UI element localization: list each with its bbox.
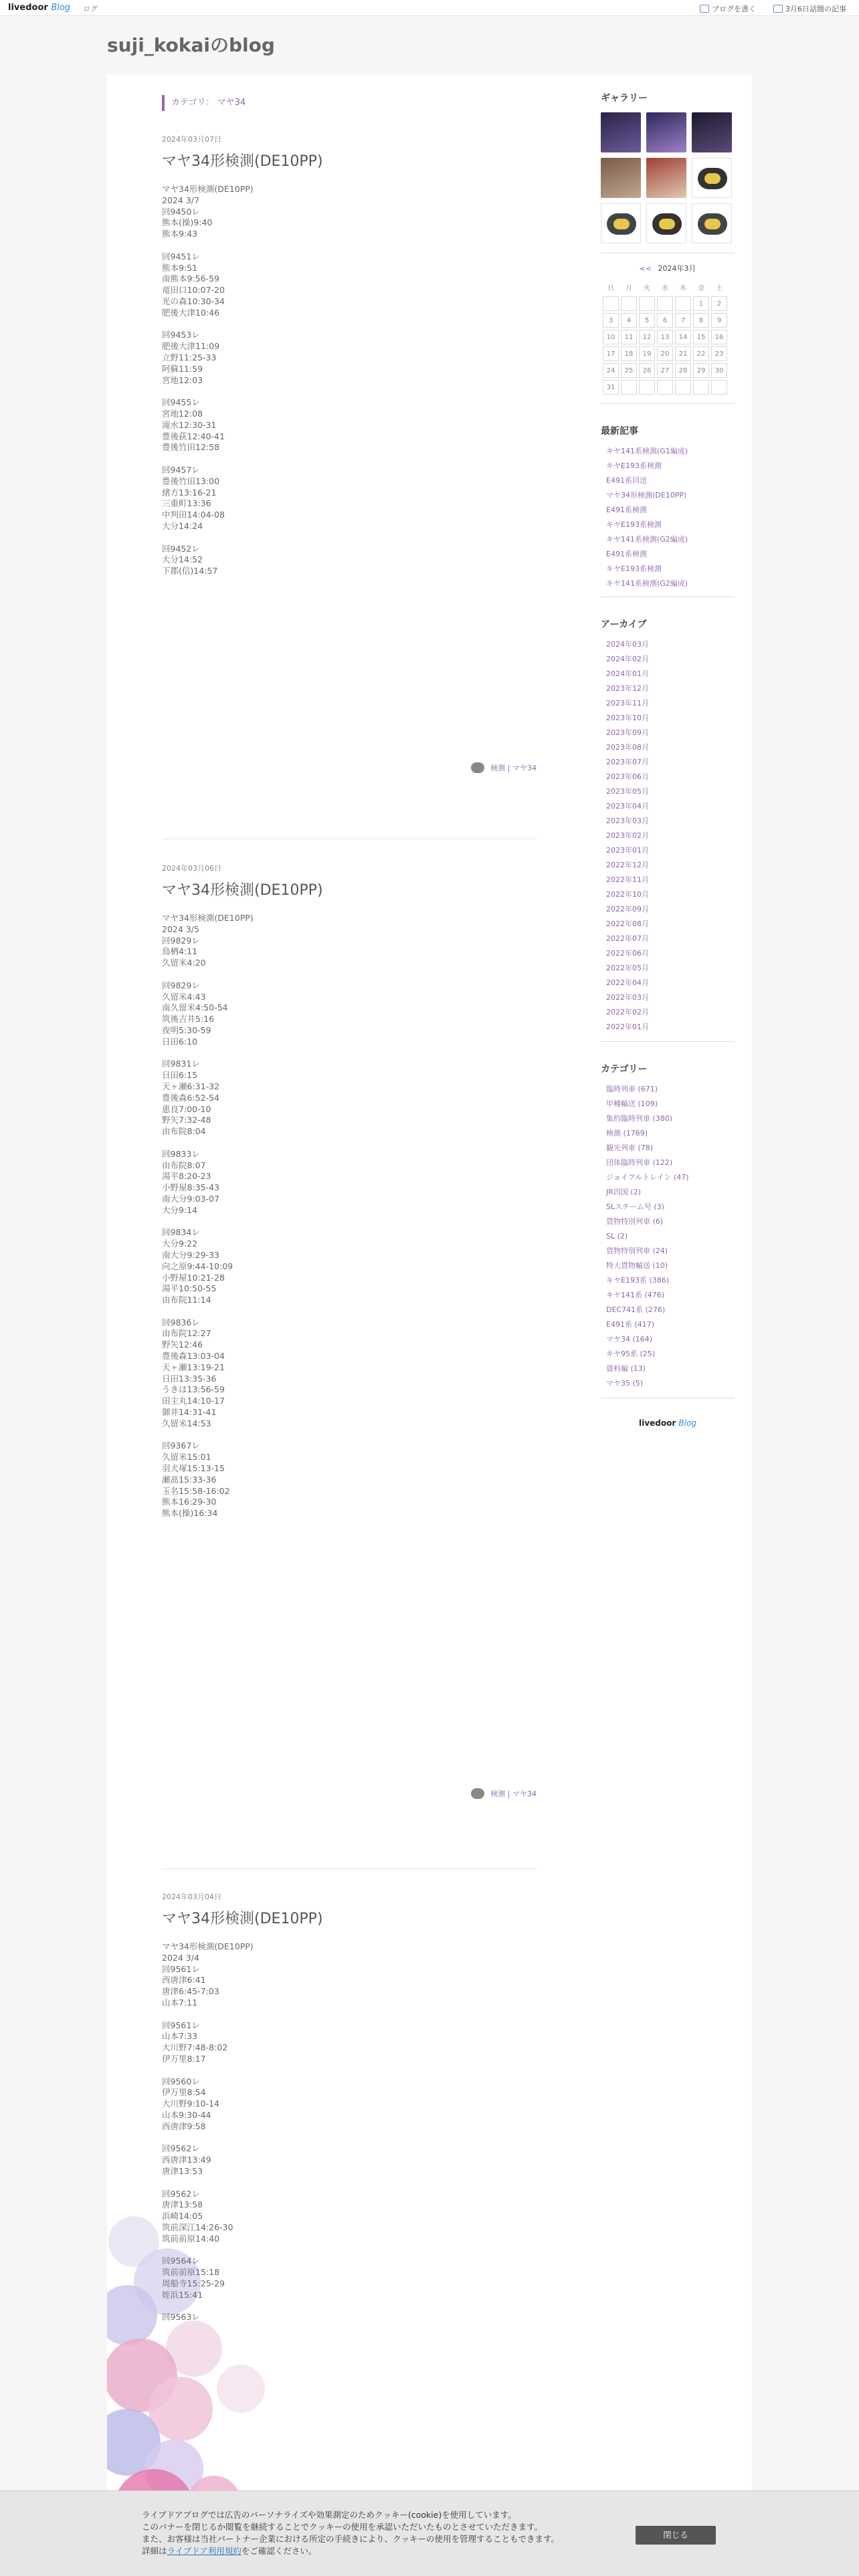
recent-post-link[interactable]: E491系検測 — [606, 506, 647, 514]
category-link[interactable]: 観光列車 (78) — [606, 1144, 654, 1152]
calendar-day: 12 — [639, 330, 655, 344]
calendar-empty-cell — [657, 380, 673, 395]
category-link[interactable]: マヤ35 (5) — [606, 1379, 644, 1388]
recent-post-link[interactable]: キヤE193系検測 — [606, 564, 662, 573]
calendar-day: 19 — [639, 346, 655, 361]
archive-link[interactable]: 2022年09月 — [606, 905, 649, 914]
article-tag[interactable]: マヤ34 — [512, 764, 537, 772]
archive-link[interactable]: 2022年10月 — [606, 890, 649, 899]
article-body: マヤ34形検測(DE10PP) 2024 3/5 回9829レ 鳥栖4:11 久留米4:20 回9829レ 久留米4:43 南久留米4:50-54 筑後吉井5:16 夜明5:30-59 日田6:10 回9831レ 日田6:15 天ヶ瀬6:31-32 豊後森6:52-54 恵良7:00-10 野矢7:32-48 由布院8:04 回9833レ 由布院8:07 湯平8:20-23 小野屋8:35-43 南大分9:03-07 大分9:14 回9834レ 大分9:22 南大分9:29-33 向之原9:44-10:09 小野屋10:21-28 湯平10:50-55 由布院11:14 回9836レ 由布院12:27 野矢12:46 豊後森13:03-04 天ヶ瀬13:19-21 日田13:35-36 うきは13:56-59 田主丸14:10-17 御井14:31-41 久留米14:53 回9367レ 久留米15:01 羽犬塚15:13-15 瀬高15:33-36 玉名15:58-16:02 熊本16:29-30 熊本(操)16:34 — [162, 913, 254, 1519]
badge-photo[interactable] — [601, 203, 641, 243]
category-link[interactable]: 貨物特別列車 (24) — [606, 1247, 668, 1255]
category-link[interactable]: 甲種輸送 (109) — [606, 1099, 658, 1108]
article-tag[interactable]: 検測 — [490, 1790, 506, 1798]
category-link[interactable]: JR四国 (2) — [606, 1188, 641, 1196]
page-container — [107, 75, 752, 2576]
livedoor-logo[interactable]: livedoor Blog — [8, 3, 71, 13]
article-body: マヤ34形検測(DE10PP) 2024 3/7 回9450レ 熊本(操)9:40 熊本9:43 回9451レ 熊本9:51 南熊本9:56-59 竜田口10:07-20 光の森10:30-34 肥後大津10:46 回9453レ 肥後大津11:09 立野11:25-33 阿蘇11:59 宮地12:03 回9455レ 宮地12:08 滝水12:30-31 豊後荻12:40-41 豊後竹田12:58 回9457レ 豊後竹田13:00 緒方13:16-21 三重町13:36 中判田14:04-08 大分14:24 回9452レ 大分14:52 下郡(信)14:57 — [162, 184, 254, 576]
calendar-day: 21 — [675, 346, 691, 361]
article-divider — [162, 1868, 537, 1869]
article — [162, 863, 537, 1839]
recent-post-link[interactable]: キヤE193系検測 — [606, 461, 662, 470]
write-blog-link[interactable]: ブログを書く — [700, 3, 756, 14]
calendar-day: 25 — [621, 363, 637, 378]
train-night-photo[interactable] — [692, 112, 732, 152]
badge-photo[interactable] — [646, 203, 686, 243]
recent-post-link[interactable]: キヤ141系検測(G1編成) — [606, 447, 688, 455]
calendar-day: 28 — [675, 363, 691, 378]
calendar-prev-link[interactable]: << — [639, 264, 652, 273]
calendar-empty-cell — [657, 296, 673, 311]
category-link[interactable]: E491系 (417) — [606, 1320, 655, 1329]
main-column — [162, 95, 537, 2323]
badge-photo[interactable] — [692, 203, 732, 243]
calendar-day: 4 — [621, 313, 637, 328]
archive-link[interactable]: 2022年01月 — [606, 1023, 649, 1031]
category-link[interactable]: SLスチーム号 (3) — [606, 1202, 664, 1211]
livedoor-topbar — [0, 0, 859, 16]
category-link[interactable]: 特大貨物輸送 (10) — [606, 1261, 668, 1270]
archive-link[interactable]: 2023年12月 — [606, 684, 649, 693]
archive-link[interactable]: 2023年07月 — [606, 758, 649, 766]
cookie-banner — [0, 2490, 859, 2576]
category-link[interactable]: キヤ141系 (476) — [606, 1291, 665, 1299]
calendar-day: 8 — [693, 313, 709, 328]
article — [162, 1891, 537, 2323]
article-tag[interactable]: マヤ34 — [512, 1790, 537, 1798]
calendar-header — [601, 263, 735, 274]
category-link[interactable]: 検測 (1769) — [606, 1129, 648, 1138]
gallery-title: ギャラリー — [601, 93, 648, 104]
recent-post-link[interactable]: E491系検測 — [606, 550, 647, 558]
archive-link[interactable]: 2022年04月 — [606, 978, 649, 987]
pencil-icon — [700, 5, 709, 13]
calendar-day: 17 — [603, 346, 619, 361]
recent-post-link[interactable]: キヤ141系検測(G2編成) — [606, 535, 688, 544]
category-link[interactable]: 団体臨時列車 (122) — [606, 1158, 673, 1167]
archive-link[interactable]: 2023年08月 — [606, 743, 649, 752]
article-footer: 検測 | マヤ34 — [471, 762, 537, 773]
recent-posts-list — [601, 444, 735, 591]
calendar-day: 10 — [603, 330, 619, 344]
article-title[interactable]: マヤ34形検測(DE10PP) — [162, 1911, 323, 1927]
calendar-weekday: 日 — [607, 284, 614, 292]
livedoor-blog-logo[interactable]: livedoor Blog — [639, 1418, 696, 1428]
archive-link[interactable]: 2022年02月 — [606, 1008, 649, 1016]
category-link[interactable]: キヤE193系 (386) — [606, 1276, 670, 1285]
archive-link[interactable]: 2024年03月 — [606, 640, 649, 649]
article-date: 2024年03月04日 — [162, 1893, 221, 1901]
recent-posts-title: 最新記事 — [601, 426, 638, 437]
comment-icon[interactable] — [471, 1788, 484, 1799]
calendar-day: 1 — [693, 296, 709, 311]
calendar-day: 3 — [603, 313, 619, 328]
category-link[interactable]: キヤ95系 (25) — [606, 1350, 656, 1358]
archive-link[interactable]: 2023年06月 — [606, 772, 649, 781]
calendar-day: 30 — [711, 363, 727, 378]
calendar-day: 23 — [711, 346, 727, 361]
cookie-text: ライブドアブログでは広告のパーソナライズや効果測定のためクッキー(cookie)を使用しています。 このバナーを閉じるか閲覧を継続することでクッキーの使用を承認いただいたものとさせていただきます。 また、お客様は当社パートナー企業における所定の手続きにより、クッキーの使用を管理することもできます。 詳細はライブドア利用規約をご確認ください。 — [142, 2510, 560, 2556]
archive-list — [601, 637, 735, 1035]
archive-link[interactable]: 2023年03月 — [606, 817, 649, 825]
calendar-day: 13 — [657, 330, 673, 344]
calendar-empty-cell — [639, 296, 655, 311]
train-night-photo[interactable] — [646, 112, 686, 152]
archive-link[interactable]: 2022年06月 — [606, 949, 649, 958]
recent-post-link[interactable]: キヤE193系検測 — [606, 520, 662, 529]
archive-link[interactable]: 2024年02月 — [606, 655, 649, 663]
category-list — [601, 1082, 735, 1391]
category-title: カテゴリー — [601, 1064, 648, 1075]
train-night-photo[interactable] — [601, 112, 641, 152]
calendar-icon — [773, 5, 783, 13]
calendar-weekday: 火 — [644, 284, 650, 292]
calendar-empty-cell — [639, 380, 655, 395]
calendar-day: 7 — [675, 313, 691, 328]
archive-link[interactable]: 2024年01月 — [606, 669, 649, 678]
blog-title[interactable]: suji_kokaiのblog — [107, 34, 275, 56]
archive-link[interactable]: 2023年10月 — [606, 714, 649, 722]
calendar-weekday: 水 — [662, 284, 668, 292]
calendar-empty-cell — [603, 296, 619, 311]
calendar-empty-cell — [675, 380, 691, 395]
article — [162, 134, 537, 802]
archive-link[interactable]: 2022年03月 — [606, 993, 649, 1002]
archive-link[interactable]: 2023年01月 — [606, 846, 649, 855]
article-date: 2024年03月06日 — [162, 864, 221, 873]
calendar-day: 9 — [711, 313, 727, 328]
calendar-empty-cell — [621, 380, 637, 395]
archive-title: アーカイブ — [601, 619, 647, 630]
calendar-day: 29 — [693, 363, 709, 378]
calendar-day: 22 — [693, 346, 709, 361]
calendar-day: 31 — [603, 380, 619, 395]
calendar — [601, 278, 729, 397]
category-link[interactable]: 貨物特別列車 (6) — [606, 1217, 664, 1226]
calendar-weekday: 金 — [698, 284, 704, 292]
archive-link[interactable]: 2023年02月 — [606, 831, 649, 840]
sidebar — [601, 91, 735, 1428]
calendar-title: 2024年3月 — [658, 264, 696, 273]
recent-post-link[interactable]: E491系回送 — [606, 476, 647, 485]
topbar-menu[interactable]: ログ — [83, 5, 98, 13]
archive-link[interactable]: 2022年12月 — [606, 861, 649, 869]
terms-link[interactable]: ライブドア利用規約 — [167, 2546, 242, 2556]
calendar-day: 2 — [711, 296, 727, 311]
archive-link[interactable]: 2023年11月 — [606, 699, 649, 708]
archive-link[interactable]: 2023年09月 — [606, 728, 649, 737]
calendar-empty-cell — [675, 296, 691, 311]
calendar-day: 18 — [621, 346, 637, 361]
divider — [601, 1041, 735, 1042]
category-link[interactable]: DEC741系 (276) — [606, 1305, 666, 1314]
recent-post-link[interactable]: マヤ34形検測(DE10PP) — [606, 491, 687, 500]
calendar-day: 24 — [603, 363, 619, 378]
calendar-day: 11 — [621, 330, 637, 344]
badge-photo[interactable] — [692, 158, 732, 198]
calendar-day: 15 — [693, 330, 709, 344]
article-footer: 検測 | マヤ34 — [471, 1788, 537, 1799]
category-link[interactable]: SL (2) — [606, 1232, 628, 1241]
calendar-weekday: 月 — [626, 284, 632, 292]
category-heading: カテゴリ： マヤ34 — [162, 95, 537, 111]
archive-link[interactable]: 2022年05月 — [606, 964, 649, 972]
recent-post-link[interactable]: キヤ141系検測(G2編成) — [606, 579, 688, 588]
calendar-day: 5 — [639, 313, 655, 328]
archive-link[interactable]: 2022年11月 — [606, 875, 649, 884]
article-title[interactable]: マヤ34形検測(DE10PP) — [162, 882, 323, 899]
close-button[interactable]: 閉じる — [636, 2526, 716, 2545]
archive-link[interactable]: 2023年04月 — [606, 802, 649, 811]
calendar-day: 26 — [639, 363, 655, 378]
calendar-empty-cell — [621, 296, 637, 311]
calendar-weekday: 木 — [680, 284, 686, 292]
trending-link[interactable]: 3月6日話題の記事 — [773, 3, 846, 14]
calendar-empty-cell — [711, 380, 727, 395]
calendar-weekday: 土 — [716, 284, 723, 292]
article-title[interactable]: マヤ34形検測(DE10PP) — [162, 153, 323, 170]
article-date: 2024年03月07日 — [162, 135, 221, 144]
calendar-day: 14 — [675, 330, 691, 344]
category-link[interactable]: マヤ34 (164) — [606, 1335, 653, 1344]
divider — [601, 403, 735, 404]
train-day-photo[interactable] — [646, 158, 686, 198]
calendar-day: 16 — [711, 330, 727, 344]
category-link[interactable]: ジョイフルトレイン (47) — [606, 1173, 689, 1182]
calendar-empty-cell — [693, 380, 709, 395]
calendar-day: 27 — [657, 363, 673, 378]
category-link[interactable]: 集約臨時列車 (380) — [606, 1114, 673, 1123]
calendar-day: 20 — [657, 346, 673, 361]
article-body: マヤ34形検測(DE10PP) 2024 3/4 回9561レ 西唐津6:41 唐津6:45-7:03 山本7:11 回9561レ 山本7:33 大川野7:48-8:02 伊万里8:17 回9560レ 伊万里8:54 大川野9:10-14 山本9:30-44 西唐津9:58 回9562レ 西唐津13:49 唐津13:53 回9562レ 唐津13:58 浜崎14:05 筑前深江14:26-30 筑前前原14:40 回9564レ 筑前前原15:18 周船寺15:25-29 姪浜15:41 回9563レ — [162, 1941, 254, 2323]
category-link[interactable]: 臨時列車 (671) — [606, 1085, 658, 1093]
archive-link[interactable]: 2022年07月 — [606, 934, 649, 943]
calendar-day: 6 — [657, 313, 673, 328]
archive-link[interactable]: 2022年08月 — [606, 920, 649, 928]
article-tag[interactable]: 検測 — [490, 764, 506, 772]
category-link[interactable]: 資料編 (13) — [606, 1364, 646, 1373]
train-day-photo[interactable] — [601, 158, 641, 198]
gallery-grid — [601, 112, 735, 243]
archive-link[interactable]: 2023年05月 — [606, 787, 649, 796]
comment-icon[interactable] — [471, 762, 484, 773]
